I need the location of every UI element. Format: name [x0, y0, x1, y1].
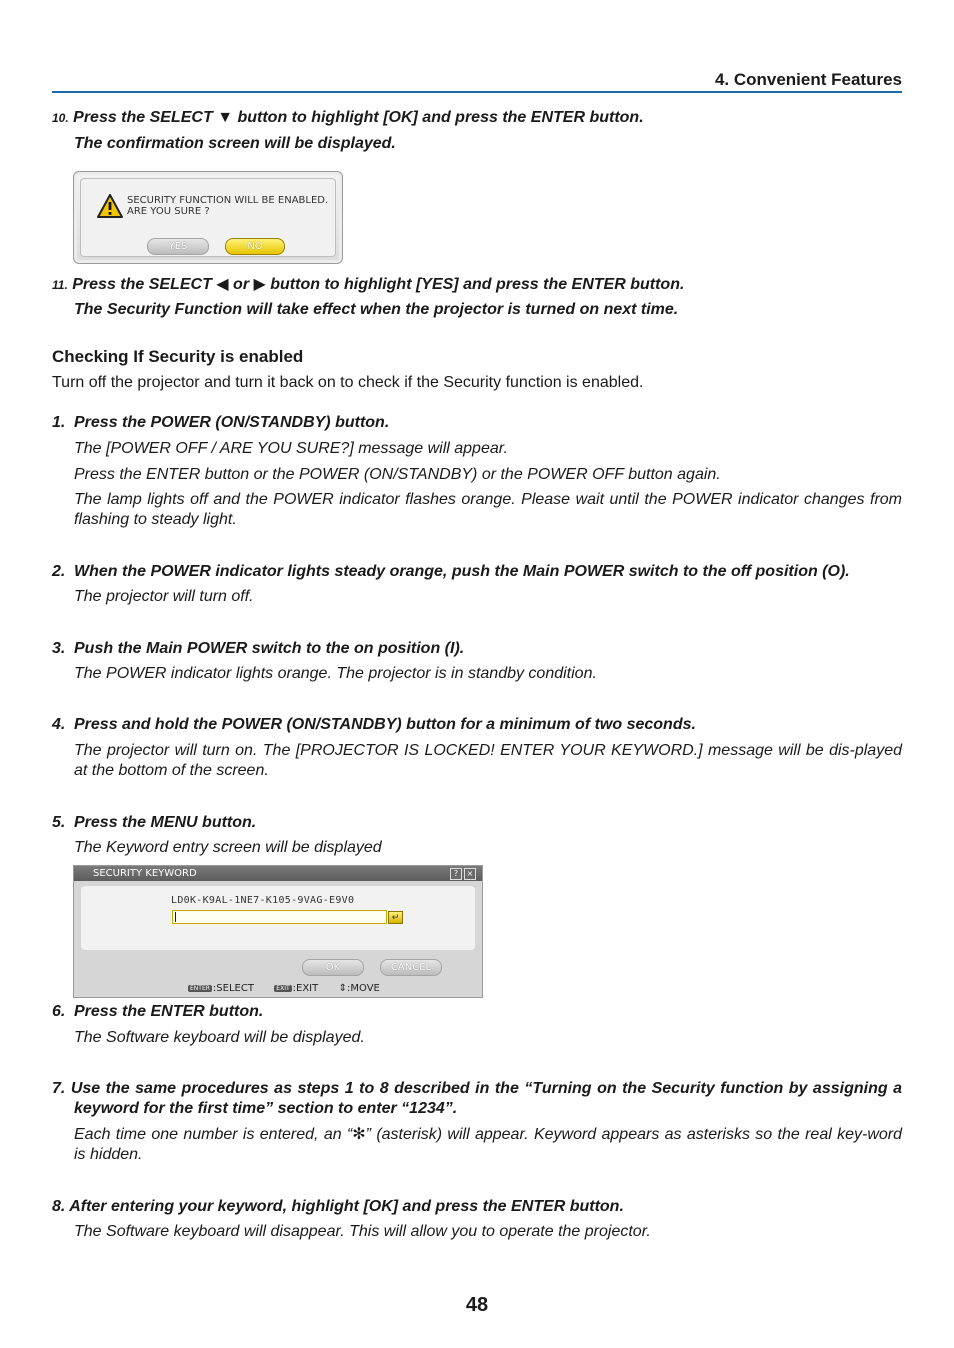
- step-3-body-1: The POWER indicator lights orange. The projector is in standby condition.: [74, 665, 597, 682]
- step-2-number: 2.: [52, 563, 66, 580]
- step-4-body-1: The projector will turn on. The [PROJECTOR IS LOCKED! ENTER YOUR KEYWORD.] message will be dis-played at the bottom of the screen.: [74, 742, 902, 779]
- confirm-message-line2: ARE YOU SURE ?: [127, 206, 210, 217]
- step-1-text: Press the POWER (ON/STANDBY) button.: [74, 414, 390, 431]
- step-4-number: 4.: [52, 716, 66, 733]
- step-5-text: Press the MENU button.: [74, 814, 257, 831]
- step-3-number: 3.: [52, 640, 66, 657]
- step-1-heading: [52, 413, 902, 433]
- help-icon[interactable]: ?: [450, 868, 462, 880]
- step-8-body-1: The Software keyboard will disappear. This will allow you to operate the projector.: [74, 1223, 651, 1240]
- step-3-text: Push the Main POWER switch to the on position (I).: [74, 640, 465, 657]
- step-10-text: Press the SELECT ▼ button to highlight [OK] and press the ENTER button.: [73, 109, 644, 126]
- step-4-heading: [52, 715, 902, 735]
- keyword-input[interactable]: [172, 910, 387, 924]
- enter-keycap-icon: ENTER: [190, 985, 210, 992]
- yes-button[interactable]: YES: [147, 238, 209, 255]
- confirm-message-line1: SECURITY FUNCTION WILL BE ENABLED.: [127, 195, 329, 206]
- step-2-text: When the POWER indicator lights steady orange, push the Main POWER switch to the off position (O).: [74, 563, 850, 580]
- keyword-dialog-footer: [188, 983, 380, 994]
- section-intro: Turn off the projector and turn it back on to check if the Security function is enabled.: [52, 374, 644, 391]
- warning-icon: [97, 194, 123, 218]
- keyword-panel: [81, 886, 475, 950]
- footer-exit-label: :EXIT: [292, 983, 319, 994]
- step-7-body-1: Each time one number is entered, an “✻” (asterisk) will appear. Keyword appears as asterisks so the real key-word is hidden.: [74, 1126, 902, 1163]
- cancel-button[interactable]: CANCEL: [380, 959, 442, 976]
- section-title: Checking If Security is enabled: [52, 347, 304, 366]
- step-11-result: The Security Function will take effect when the projector is turned on next time.: [74, 301, 679, 318]
- step-11-number: 11.: [52, 278, 68, 292]
- step-1-body-2: Press the ENTER button or the POWER (ON/STANDBY) or the POWER OFF button again.: [74, 466, 721, 483]
- footer-move-label: :MOVE: [347, 983, 380, 994]
- step-6-heading: [52, 1002, 902, 1022]
- step-3-heading: [52, 639, 902, 659]
- enter-key-icon[interactable]: ↵: [388, 911, 403, 924]
- ok-button[interactable]: OK: [302, 959, 364, 976]
- close-icon[interactable]: ×: [464, 868, 476, 880]
- move-arrows-icon: ⇕: [338, 983, 348, 994]
- step-8-heading: 8. After entering your keyword, highlight [OK] and press the ENTER button.: [52, 1198, 624, 1215]
- keyword-dialog-title: SECURITY KEYWORD: [93, 868, 197, 879]
- step-1-body-3: The lamp lights off and the POWER indicator flashes orange. Please wait until the POWER indicator changes from flashing to steady light.: [74, 491, 902, 528]
- confirm-message: [127, 195, 328, 217]
- step-6-number: 6.: [52, 1003, 66, 1020]
- header-rule: [52, 91, 902, 93]
- step-2-body-1: The projector will turn off.: [74, 588, 254, 605]
- exit-keycap-icon: EXIT: [276, 985, 290, 992]
- step-11-instruction: [52, 275, 902, 295]
- step-2-heading: [52, 562, 902, 582]
- confirm-dialog-panel: [80, 178, 336, 257]
- step-10-instruction: [52, 108, 902, 128]
- step-7-heading: 7. Use the same procedures as steps 1 to 8 described in the “Turning on the Security function by assigning a keyword for the first time” section to enter “1234”.: [52, 1080, 902, 1117]
- step-1-body-1: The [POWER OFF / ARE YOU SURE?] message will appear.: [74, 440, 508, 457]
- section-header: 4. Convenient Features: [714, 70, 902, 89]
- step-5-heading: [52, 813, 902, 833]
- keyword-dialog: [73, 865, 483, 998]
- step-4-text: Press and hold the POWER (ON/STANDBY) button for a minimum of two seconds.: [74, 716, 696, 733]
- step-1-number: 1.: [52, 414, 66, 431]
- page-number: 48: [465, 1294, 489, 1316]
- step-6-text: Press the ENTER button.: [74, 1003, 264, 1020]
- step-5-body-1: The Keyword entry screen will be displayed: [74, 839, 382, 856]
- confirm-dialog: [73, 171, 343, 264]
- text-caret: [175, 912, 176, 922]
- footer-select-label: :SELECT: [212, 983, 254, 994]
- keyword-dialog-titlebar: [74, 866, 482, 881]
- step-11-text: Press the SELECT ◀ or ▶ button to highlight [YES] and press the ENTER button.: [72, 276, 685, 293]
- step-6-body-1: The Software keyboard will be displayed.: [74, 1029, 365, 1046]
- no-button[interactable]: NO: [225, 238, 285, 255]
- step-5-number: 5.: [52, 814, 66, 831]
- step-10-result: The confirmation screen will be displayed.: [74, 135, 396, 152]
- keyword-code: LD0K-K9AL-1NE7-K105-9VAG-E9V0: [171, 895, 355, 906]
- step-10-number: 10.: [52, 111, 69, 125]
